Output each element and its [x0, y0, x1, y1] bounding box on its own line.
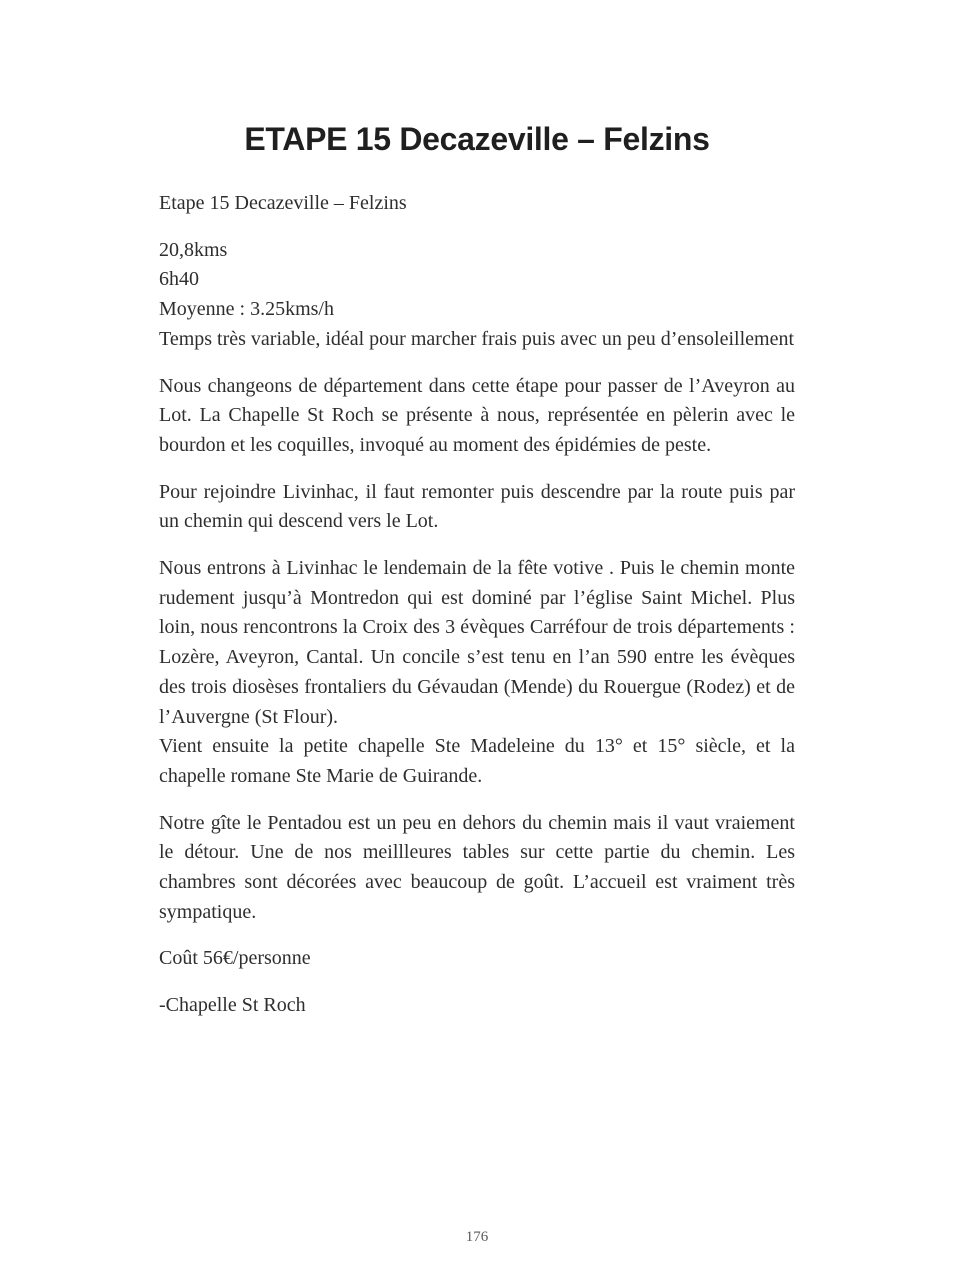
paragraph-block [159, 372, 795, 461]
paragraph-text: Coût 56€/personne [159, 947, 311, 970]
paragraph-text: Moyenne : 3.25kms/h [159, 298, 334, 321]
document-body [159, 189, 795, 1021]
paragraph-text: Temps très variable, idéal pour marcher frais puis avec un peu d’ensoleillement [159, 327, 795, 350]
paragraph-text: Pour rejoindre Livinhac, il faut remonter puis descendre par la route puis par un chemin qui descend vers le Lot. [159, 480, 795, 533]
paragraph-block [159, 554, 795, 792]
paragraph-text: Nous changeons de département dans cette étape pour passer de l’Aveyron au Lot. La Chapelle St Roch se présente à nous, représentée en pèlerin avec le bourdon et les coquilles, invoqué au moment des épidémies de peste. [159, 374, 795, 456]
paragraph-text: -Chapelle St Roch [159, 994, 306, 1017]
paragraph-text: Vient ensuite la petite chapelle Ste Madeleine du 13° et 15° siècle, et la chapelle romane Ste Marie de Guirande. [159, 735, 795, 787]
paragraph-block [159, 189, 795, 219]
page-number: 176 [465, 1229, 489, 1245]
page-title: ETAPE 15 Decazeville – Felzins [244, 121, 710, 157]
paragraph-block [159, 478, 795, 537]
paragraph-text: Notre gîte le Pentadou est un peu en dehors du chemin mais il vaut vraiement le détour. Une de nos meillleures tables sur cette partie du chemin. Les chambres sont décorées avec beaucoup de goût. L’accueil est vraiment très sympatique. [159, 811, 795, 923]
paragraph-block [159, 809, 795, 928]
paragraph-text: Nous entrons à Livinhac le lendemain de la fête votive . Puis le chemin monte rudement jusqu’à Montredon qui est dominé par l’église Saint Michel. Plus loin, nous rencontrons la Croix des 3 évèques Carréfour de trois départements : Lozère, Aveyron, Cantal. Un concile s’est tenu en l’an 590 entre les évèques des trois diosèses frontaliers du Gévaudan (Mende) du Rouergue (Rodez) et de l’Auvergne (St Flour). [159, 557, 795, 728]
paragraph-text: 6h40 [159, 268, 199, 291]
paragraph-block [159, 236, 795, 355]
paragraph-text: 20,8kms [159, 238, 228, 261]
paragraph-block [159, 944, 795, 974]
paragraph-text: Etape 15 Decazeville – Felzins [159, 192, 407, 214]
paragraph-block [159, 991, 795, 1021]
